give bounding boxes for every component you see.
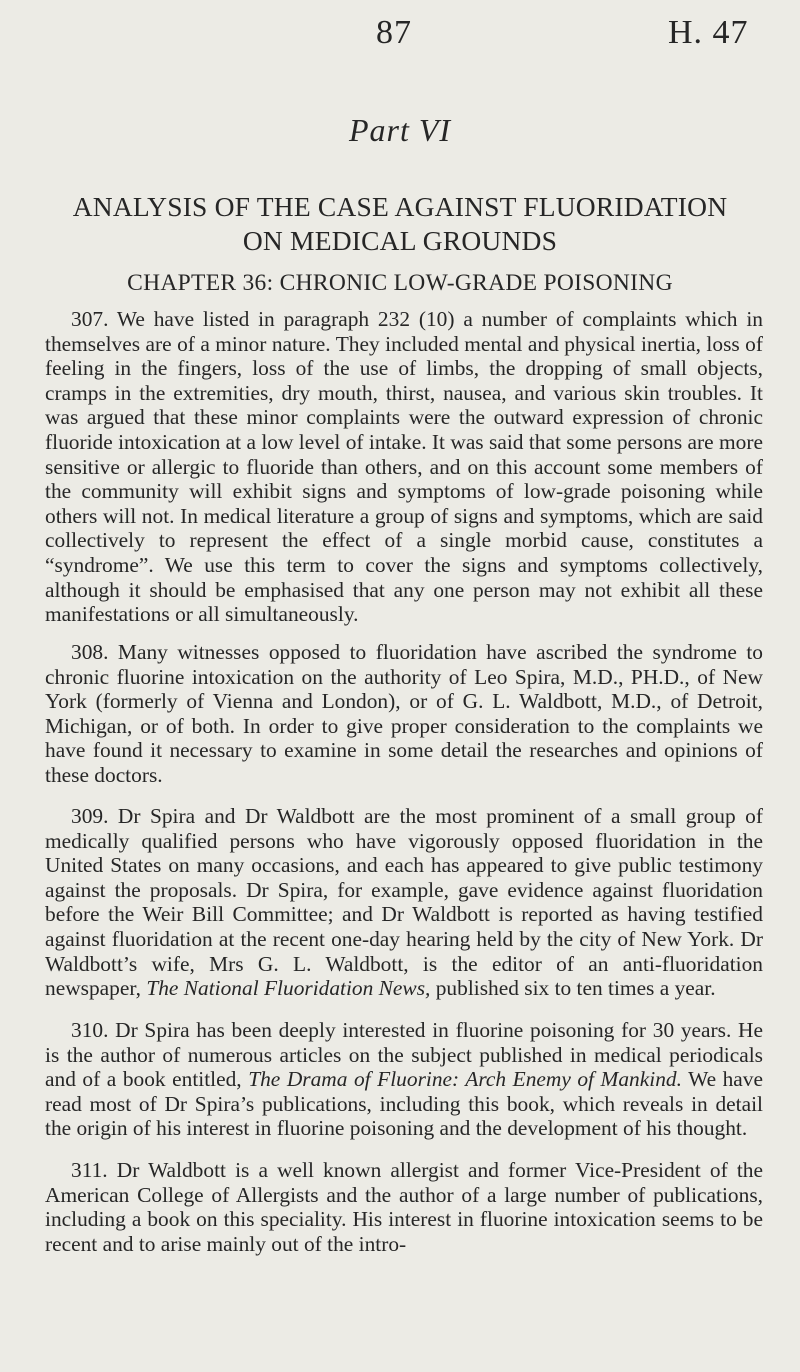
paragraph-308 [45, 640, 763, 788]
page-number: 87 [376, 14, 412, 51]
chapter-title: CHAPTER 36: CHRONIC LOW-GRADE POISONING [127, 270, 673, 296]
paragraph-310 [45, 1018, 763, 1141]
paragraph-308-text-c: of Detroit, Michigan, or of both. In order to give proper consideration to the complaints we have found it necessary to examine in some detail the researches and opinions of these doctors. [45, 689, 763, 787]
paragraph-310-text-b: We have read most of Dr Spira’s publications, including this book, which reveals in detail the origin of his interest in fluorine poisoning and the development of his thought. [45, 1067, 763, 1141]
paragraph-307: 307. We have listed in paragraph 232 (10) a number of complaints which in themselves are of a minor nature. They included mental and physical inertia, loss of feeling in the fingers, loss of the use of limbs, the dropping of small objects, cramps in the extremities, dry mouth, thirst, nausea, and various skin troubles. It was argued that these minor complaints were the outward expression of chronic fluoride intoxication at a low level of intake. It was said that some persons are more sensitive or allergic to fluoride than others, and on this account some members of the community will exhibit signs and symptoms of low-grade poisoning while others will not. In medical literature a group of signs and symptoms, which are said collectively to represent the effect of a single morbid cause, constitutes a “syndrome”. We use this term to cover the signs and symptoms collectively, although it should be emphasised that any one person may not exhibit all these manifestations or all simultaneously. [45, 307, 763, 627]
paragraph-309-newspaper-title: The National Fluoridation News, [146, 976, 431, 1001]
paragraph-308-degree-1: M.D., PH.D., [572, 664, 690, 689]
paragraph-308-text-a: 308. Many witnesses opposed to fluoridation have ascribed the syndrome to chronic fluorine intoxication on the authority of Leo Spira, [45, 640, 763, 689]
part-title: Part VI [348, 112, 452, 148]
main-title-line-2: ON MEDICAL GROUNDS [242, 225, 558, 256]
paragraph-309 [45, 804, 763, 1001]
paragraph-310-text-a: 310. Dr Spira has been deeply interested in fluorine poisoning for 30 years. He is the author of numerous articles on the subject published in medical periodicals and of a book entitled, [45, 1018, 763, 1092]
paragraph-308-text-b: of New York (formerly of Vienna and London), or of G. L. Waldbott, [45, 664, 763, 714]
paragraph-310-book-title: The Drama of Fluorine: Arch Enemy of Mankind. [248, 1067, 682, 1092]
paragraph-311: 311. Dr Waldbott is a well known allergist and former Vice-President of the American College of Allergists and the author of a large number of publications, including a book on this speciality. His interest in fluorine intoxication seems to be recent and to arise mainly out of the intro- [45, 1158, 763, 1256]
main-title-line-1: ANALYSIS OF THE CASE AGAINST FLUORIDATION [72, 191, 728, 222]
paragraph-308-degree-2: M.D., [611, 689, 662, 714]
paragraph-309-text-a: 309. Dr Spira and Dr Waldbott are the most prominent of a small group of medically qualified persons who have vigorously opposed fluoridation in the United States on many occasions, and each has appeared to give public testimony against the proposals. Dr Spira, for example, gave evidence against fluoridation before the Weir Bill Committee; and Dr Waldbott is reported as having testified against fluoridation at the recent one-day hearing held by the city of New York. Dr Waldbott’s wife, Mrs G. L. Waldbott, is the editor of an anti-fluoridation newspaper, [45, 804, 763, 1001]
document-reference: H. 47 [668, 14, 749, 51]
main-title [0, 190, 800, 258]
paragraph-309-text-b: published six to ten times a year. [435, 976, 716, 1001]
